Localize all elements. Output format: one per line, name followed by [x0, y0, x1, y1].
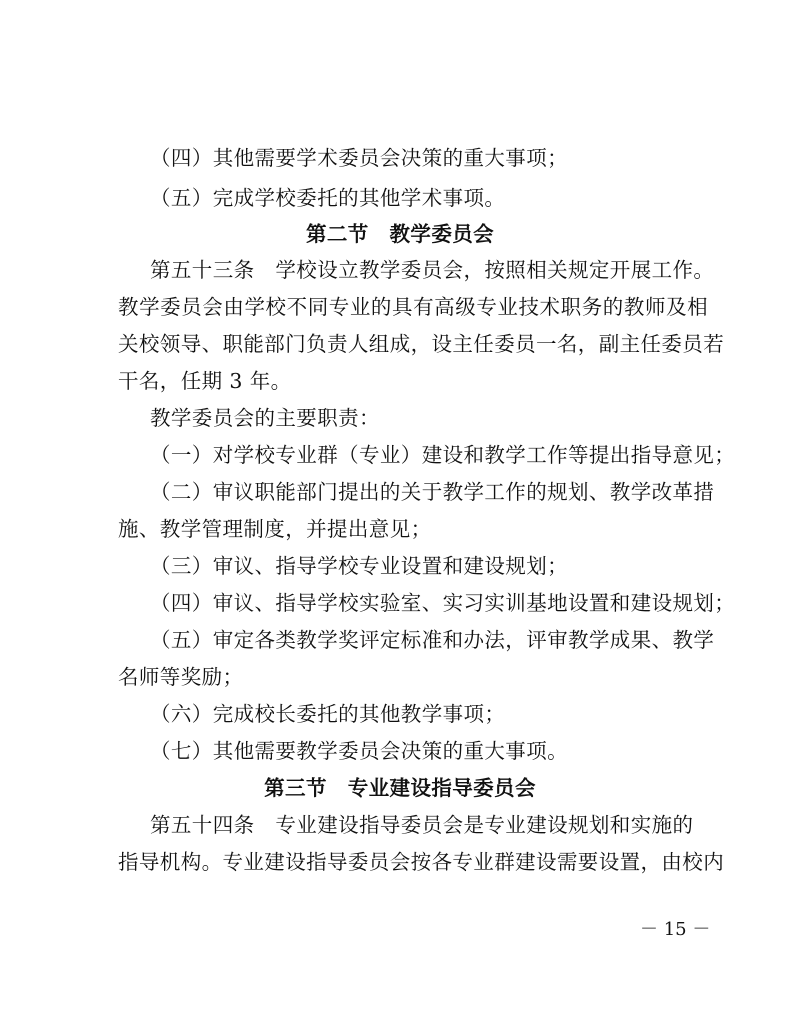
- duties-heading: 教学委员会的主要职责：: [150, 406, 380, 430]
- page-number: － 15 －: [640, 919, 711, 940]
- duty-item-2-line-1: （二）审议职能部门提出的关于教学工作的规划、教学改革措: [150, 480, 715, 504]
- duty-item-5-line-1: （五）审定各类教学奖评定标准和办法，评审教学成果、教学: [150, 628, 715, 652]
- duty-item-2-line-2: 施、教学管理制度，并提出意见；: [118, 517, 432, 541]
- section-heading-3: 第三节 专业建设指导委员会: [264, 776, 536, 800]
- article-53-line-2: 教学委员会由学校不同专业的具有高级专业技术职务的教师及相: [118, 295, 708, 319]
- duty-item-5-line-2: 名师等奖励；: [118, 665, 244, 689]
- text-line-2: （五）完成学校委托的其他学术事项。: [150, 186, 506, 210]
- duty-item-4: （四）审议、指导学校实验室、实习实训基地设置和建设规划；: [150, 591, 736, 615]
- duty-item-1: （一）对学校专业群（专业）建设和教学工作等提出指导意见；: [150, 443, 736, 467]
- article-53-line-1: 第五十三条 学校设立教学委员会，按照相关规定开展工作。: [150, 258, 715, 282]
- duty-item-3: （三）审议、指导学校专业设置和建设规划；: [150, 554, 568, 578]
- article-54-line-1: 第五十四条 专业建设指导委员会是专业建设规划和实施的: [150, 813, 694, 837]
- article-54-line-2: 指导机构。专业建设指导委员会按各专业群建设需要设置，由校内: [118, 850, 725, 874]
- duty-item-6: （六）完成校长委托的其他教学事项；: [150, 702, 506, 726]
- section-heading-2: 第二节 教学委员会: [305, 222, 495, 246]
- article-53-line-4: 干名，任期 3 年。: [118, 369, 292, 393]
- article-53-line-3: 关校领导、职能部门负责人组成，设主任委员一名，副主任委员若: [118, 332, 725, 356]
- text-line-1: （四）其他需要学术委员会决策的重大事项；: [150, 146, 568, 170]
- duty-item-7: （七）其他需要教学委员会决策的重大事项。: [150, 739, 568, 763]
